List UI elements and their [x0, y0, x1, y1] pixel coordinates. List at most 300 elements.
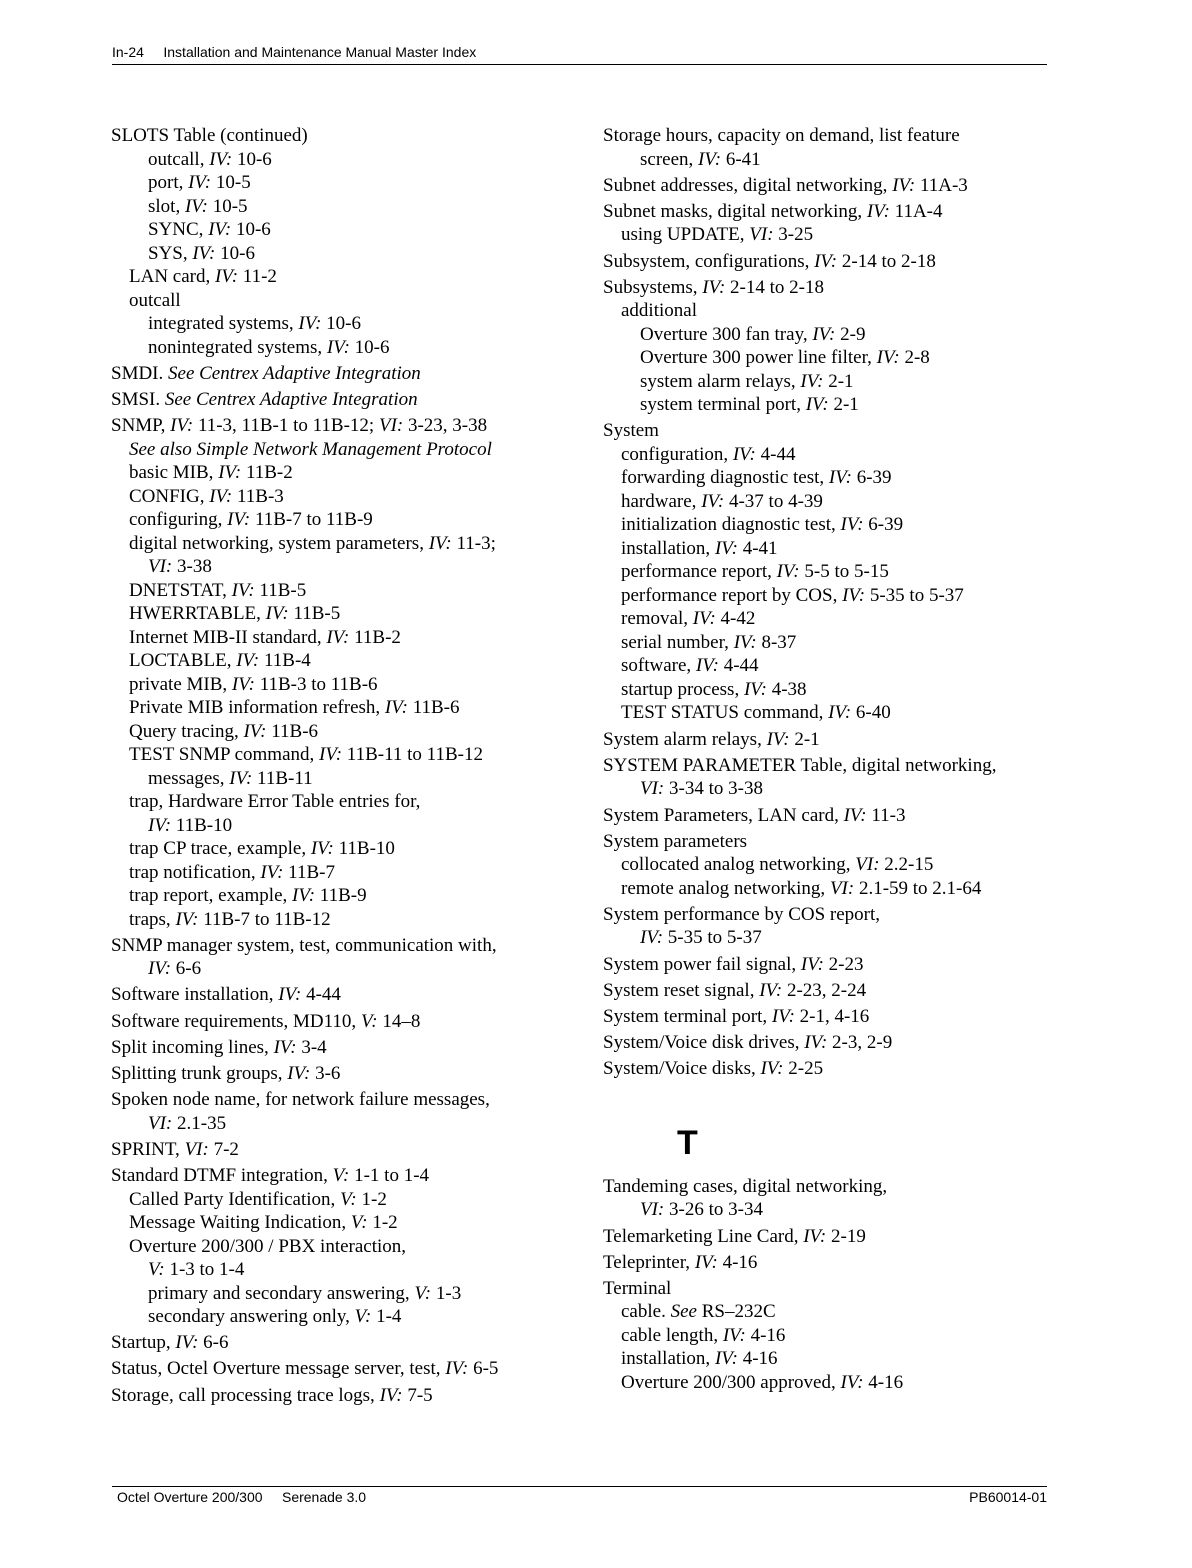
index-entry [111, 1062, 561, 1086]
entry-text: 4-16 [863, 1371, 904, 1393]
index-entry [603, 1277, 1043, 1301]
entry-text: SNMP, [111, 415, 171, 437]
entry-text: installation, [621, 537, 715, 559]
entry-text: startup process, [621, 678, 744, 700]
volume-ref: IV: [170, 415, 194, 437]
entry-text: CONFIG, [129, 485, 210, 507]
entry-text: 10-6 [215, 242, 255, 264]
see-reference: See Centrex Adaptive Integration [164, 388, 418, 410]
entry-text: forwarding diagnostic test, [621, 467, 829, 489]
index-subentry [603, 148, 1043, 172]
volume-ref: IV: [828, 467, 852, 489]
index-subentry [111, 673, 561, 697]
volume-ref: IV: [776, 561, 800, 583]
volume-ref: IV: [287, 1063, 311, 1084]
volume-ref: VI: [640, 778, 665, 800]
volume-ref: IV: [743, 678, 767, 700]
entry-text: 11B-11 [252, 767, 313, 789]
entry-text: 11B-10 [171, 814, 233, 836]
index-subentry [111, 195, 561, 219]
entry-text: 10-6 [349, 336, 390, 358]
index-subentry [603, 701, 1043, 725]
entry-text: 4-16 [717, 1251, 758, 1273]
volume-ref: VI: [378, 415, 404, 437]
entry-text: System reset signal, [603, 979, 760, 1001]
see-reference: See Centrex Adaptive Integration [168, 362, 421, 384]
entry-text: 2.1-59 to 2.1-64 [854, 877, 982, 899]
entry-text: 6-40 [851, 702, 891, 724]
page-number: In-24 [112, 44, 144, 60]
volume-ref: IV: [843, 804, 867, 826]
index-entry [603, 250, 1043, 274]
entry-text: Software requirements, MD110, [111, 1010, 361, 1032]
index-subentry [603, 466, 1043, 490]
index-entry [111, 983, 561, 1007]
entry-text: Standard DTMF integration, [111, 1165, 333, 1187]
entry-text: 4-37 to 4-39 [724, 490, 823, 512]
entry-text: Teleprinter, [603, 1251, 695, 1273]
manual-title: Installation and Maintenance Manual Master Index [163, 44, 477, 60]
entry-text: SPRINT, [111, 1138, 185, 1160]
volume-ref: IV: [278, 984, 302, 1006]
index-subentry [111, 1282, 561, 1306]
volume-ref: V: [350, 1212, 368, 1234]
index-entry [603, 728, 1043, 752]
volume-ref: V: [354, 1306, 372, 1328]
entry-text: 10-6 [321, 313, 361, 334]
entry-text: Subsystem, configurations, [603, 250, 815, 272]
volume-ref: IV: [229, 767, 253, 789]
entry-text: System terminal port, [603, 1005, 772, 1027]
entry-text: secondary answering only, [148, 1306, 355, 1328]
index-subentry [603, 853, 1043, 877]
entry-text: DNETSTAT, [129, 579, 232, 601]
entry-text: 3-34 to 3-38 [664, 778, 763, 800]
volume-ref: IV: [260, 861, 284, 883]
index-entry [111, 1384, 561, 1408]
volume-ref: IV: [208, 219, 232, 240]
entry-text: 2-14 to 2-18 [837, 250, 936, 272]
index-subentry [603, 1198, 1043, 1222]
entry-text: 3-26 to 3-34 [664, 1199, 763, 1221]
footer-rule [112, 1486, 1047, 1487]
entry-text: 3-38 [172, 556, 212, 578]
index-subentry [111, 884, 561, 908]
volume-ref: VI: [855, 854, 880, 876]
entry-text: 2-23, 2-24 [782, 979, 867, 1001]
index-subentry [603, 654, 1043, 678]
index-subentry [111, 312, 561, 336]
entry-text: RS–232C [696, 1301, 776, 1323]
volume-ref: IV: [694, 1251, 718, 1273]
index-subentry [111, 579, 561, 603]
index-entry [603, 200, 1043, 224]
entry-text: 11B-7 to 11B-12 [198, 908, 331, 930]
entry-text: LOCTABLE, [129, 650, 237, 672]
volume-ref: VI: [640, 1199, 665, 1221]
index-subentry [111, 1258, 561, 1282]
section-letter: T [677, 1123, 698, 1162]
index-column-left [111, 124, 561, 1407]
index-subentry [603, 299, 1043, 323]
index-subentry [603, 537, 1043, 561]
entry-text: SLOTS Table (continued) [111, 125, 308, 146]
volume-ref: IV: [445, 1358, 469, 1380]
entry-text: 11B-10 [333, 838, 395, 860]
entry-text: 2-3, 2-9 [827, 1032, 893, 1054]
entry-text: SMDI. [111, 362, 169, 384]
entry-text: SYNC, [148, 219, 209, 240]
entry-text: 11B-11 to 11B-12 [342, 744, 483, 766]
index-subentry [111, 957, 561, 981]
entry-text: 11-2 [238, 266, 277, 287]
entry-text: nonintegrated systems, [148, 336, 327, 358]
volume-ref: IV: [722, 1324, 746, 1346]
entry-text: 6-5 [468, 1358, 499, 1380]
volume-ref: IV: [236, 650, 260, 672]
entry-text: 11B-7 to 11B-9 [250, 509, 373, 531]
index-subentry [603, 323, 1043, 347]
volume-ref: IV: [326, 626, 350, 648]
entry-text: Telemarketing Line Card, [603, 1225, 804, 1247]
volume-ref: IV: [292, 885, 316, 907]
entry-text: 2.2-15 [879, 854, 934, 876]
index-subentry [111, 1305, 561, 1329]
index-subentry [111, 438, 561, 462]
index-subentry [111, 265, 561, 289]
volume-ref: IV: [227, 509, 251, 531]
entry-text: 2-1, 4-16 [794, 1005, 870, 1027]
volume-ref: IV: [840, 514, 864, 536]
entry-text: 4-38 [766, 678, 807, 700]
entry-text: 11B-4 [259, 650, 311, 672]
entry-text: 10-6 [232, 148, 272, 170]
entry-text: SYS, [148, 242, 193, 264]
volume-ref: IV: [698, 148, 722, 170]
entry-text: 1-2 [367, 1212, 398, 1234]
index-entry [111, 1088, 561, 1112]
entry-text: Terminal [603, 1277, 672, 1299]
volume-ref: IV: [892, 174, 916, 196]
entry-text: 2-1 [828, 394, 859, 416]
index-entry [603, 1175, 1043, 1199]
index-subentry [603, 631, 1043, 655]
entry-text: 5-5 to 5-15 [799, 561, 889, 583]
entry-text: 4-44 [755, 443, 796, 465]
volume-ref: IV: [805, 394, 829, 416]
entry-text: trap CP trace, example, [129, 838, 311, 860]
entry-text: serial number, [621, 631, 734, 653]
index-entry [603, 1225, 1043, 1249]
entry-text: 10-6 [231, 219, 271, 240]
index-subentry [603, 1300, 1043, 1324]
volume-ref: IV: [804, 1032, 828, 1054]
entry-text: 3-23, 3-38 [403, 415, 488, 437]
volume-ref: IV: [209, 148, 233, 170]
index-subentry [603, 1347, 1043, 1371]
index-entry [603, 124, 1043, 148]
volume-ref: IV: [231, 579, 255, 601]
volume-ref: VI: [148, 556, 173, 578]
index-subentry [111, 148, 561, 172]
index-subentry [603, 926, 1043, 950]
entry-text: System parameters [603, 830, 748, 852]
entry-text: Startup, [111, 1332, 176, 1354]
entry-text: Status, Octel Overture message server, test, [111, 1358, 446, 1380]
entry-text: system alarm relays, [640, 370, 801, 392]
entry-text: 11-3, 11B-1 to 11B-12; [193, 415, 379, 437]
index-subentry [111, 790, 561, 814]
volume-ref: IV: [379, 1384, 403, 1406]
volume-ref: IV: [866, 200, 890, 222]
index-subentry [111, 555, 561, 579]
index-entry [603, 1031, 1043, 1055]
volume-ref: IV: [188, 172, 212, 193]
index-subentry [603, 560, 1043, 584]
index-subentry [111, 626, 561, 650]
index-subentry [111, 696, 561, 720]
volume-ref: IV: [714, 1348, 738, 1370]
entry-text: additional [621, 300, 697, 322]
volume-ref: IV: [814, 250, 838, 272]
index-subentry [603, 346, 1043, 370]
entry-text: 3-25 [773, 224, 814, 246]
entry-text: Query tracing, [129, 720, 244, 742]
entry-text: 11B-9 [315, 885, 367, 907]
entry-text: System performance by COS report, [603, 903, 881, 925]
volume-ref: IV: [428, 532, 452, 554]
volume-ref: IV: [800, 370, 824, 392]
entry-text: SNMP manager system, test, communication with, [111, 934, 497, 956]
index-entry [111, 1010, 561, 1034]
entry-text: integrated systems, [148, 313, 299, 334]
entry-text: 6-6 [171, 958, 202, 980]
entry-text: Internet MIB-II standard, [129, 626, 327, 648]
entry-text: 2-25 [783, 1058, 824, 1080]
index-entry [603, 1251, 1043, 1275]
volume-ref: IV: [842, 584, 866, 606]
entry-text: System Parameters, LAN card, [603, 804, 844, 826]
release-name: Serenade 3.0 [281, 1489, 367, 1505]
index-entry [111, 362, 561, 386]
entry-text: 2.1-35 [172, 1112, 227, 1134]
index-subentry [603, 1371, 1043, 1395]
entry-text: TEST SNMP command, [129, 744, 320, 766]
entry-text: System/Voice disk drives, [603, 1032, 805, 1054]
entry-text: Message Waiting Indication, [129, 1212, 351, 1234]
volume-ref: IV: [812, 323, 836, 345]
entry-text: messages, [148, 767, 230, 789]
entry-text: 1-3 [431, 1282, 462, 1304]
entry-text: Tandeming cases, digital networking, [603, 1175, 888, 1197]
index-subentry [111, 767, 561, 791]
volume-ref: V: [148, 1259, 165, 1281]
entry-text: digital networking, system parameters, [129, 532, 429, 554]
entry-text: Split incoming lines, [111, 1036, 274, 1058]
volume-ref: IV: [771, 1005, 795, 1027]
volume-ref: IV: [766, 728, 790, 750]
entry-text: traps, [129, 908, 176, 930]
entry-text: SMSI. [111, 388, 165, 410]
entry-text: software, [621, 655, 696, 677]
entry-text: Storage hours, capacity on demand, list feature [603, 125, 960, 146]
entry-text: 2-1 [789, 728, 820, 750]
volume-ref: IV: [298, 313, 322, 334]
entry-text: 1-3 to 1-4 [164, 1259, 245, 1281]
entry-text: System [603, 420, 659, 442]
entry-text: Called Party Identification, [129, 1188, 341, 1210]
entry-text: TEST STATUS command, [621, 702, 829, 724]
entry-text: 11B-5 [288, 603, 341, 625]
entry-text: 4-44 [301, 984, 341, 1006]
volume-ref: IV: [273, 1036, 297, 1058]
volume-ref: VI: [148, 1112, 173, 1134]
volume-ref: V: [414, 1282, 432, 1304]
volume-ref: IV: [192, 242, 216, 264]
volume-ref: IV: [209, 485, 233, 507]
entry-text: Private MIB information refresh, [129, 697, 385, 719]
index-subentry [111, 461, 561, 485]
volume-ref: IV: [876, 347, 900, 369]
index-subentry [603, 513, 1043, 537]
see-reference: See also Simple Network Management Protocol [129, 438, 492, 460]
entry-text: 10-5 [207, 195, 248, 217]
entry-text: 1-4 [371, 1306, 402, 1328]
entry-text: Splitting trunk groups, [111, 1063, 288, 1084]
index-entry [111, 1164, 561, 1188]
index-subentry [603, 1324, 1043, 1348]
index-column-right [603, 124, 1043, 1394]
volume-ref: IV: [692, 608, 716, 630]
entry-text: 8-37 [756, 631, 797, 653]
entry-text: 6-39 [863, 514, 904, 536]
volume-ref: IV: [218, 462, 242, 484]
volume-ref: IV: [148, 958, 172, 980]
volume-ref: VI: [829, 877, 855, 899]
index-entry [111, 1138, 561, 1162]
entry-text: cable length, [621, 1324, 723, 1346]
entry-text: 6-6 [198, 1332, 229, 1354]
entry-text: Spoken node name, for network failure messages, [111, 1089, 490, 1111]
index-subentry [111, 532, 561, 556]
index-entry [603, 1057, 1043, 1081]
index-subentry [111, 508, 561, 532]
entry-text: Storage, call processing trace logs, [111, 1384, 380, 1406]
index-subentry [111, 289, 561, 313]
entry-text: configuration, [621, 443, 733, 465]
entry-text: 11B-2 [241, 462, 293, 484]
index-entry [111, 934, 561, 958]
entry-text: SYSTEM PARAMETER Table, digital networking, [603, 754, 997, 776]
volume-ref: IV: [265, 603, 289, 625]
entry-text: 11B-3 [232, 485, 284, 507]
entry-text: 2-23 [823, 953, 864, 975]
volume-ref: IV: [840, 1371, 864, 1393]
entry-text: 4-42 [715, 608, 756, 630]
entry-text: 11B-2 [349, 626, 401, 648]
entry-text: Overture 200/300 approved, [621, 1371, 841, 1393]
entry-text: collocated analog networking, [621, 854, 856, 876]
volume-ref: IV: [714, 537, 738, 559]
index-subentry [603, 678, 1043, 702]
entry-text: 14–8 [377, 1010, 421, 1032]
entry-text: 11B-6 [266, 720, 319, 742]
volume-ref: VI: [749, 224, 774, 246]
page-header [112, 44, 476, 60]
index-entry [603, 174, 1043, 198]
see-reference: See [670, 1301, 697, 1323]
entry-text: 4-41 [737, 537, 778, 559]
entry-text: Overture 300 power line filter, [640, 347, 877, 369]
header-rule [112, 64, 1047, 65]
volume-ref: IV: [702, 276, 726, 298]
entry-text: 11-3; [451, 532, 496, 554]
index-entry [111, 1036, 561, 1060]
index-entry [111, 124, 561, 148]
entry-text: 3-4 [296, 1036, 327, 1058]
entry-text: removal, [621, 608, 693, 630]
volume-ref: IV: [175, 1332, 199, 1354]
entry-text: 4-16 [745, 1324, 786, 1346]
entry-text: slot, [148, 195, 185, 217]
entry-text: System power fail signal, [603, 953, 801, 975]
entry-text: 10-5 [211, 172, 251, 193]
index-subentry [603, 777, 1043, 801]
entry-text: HWERRTABLE, [129, 603, 266, 625]
entry-text: Subsystems, [603, 276, 703, 298]
volume-ref: IV: [175, 908, 199, 930]
entry-text: 7-5 [402, 1384, 433, 1406]
entry-text: initialization diagnostic test, [621, 514, 841, 536]
volume-ref: IV: [215, 266, 239, 287]
entry-text: configuring, [129, 509, 228, 531]
volume-ref: IV: [384, 697, 408, 719]
entry-text: 5-35 to 5-37 [865, 584, 964, 606]
entry-text: 5-35 to 5-37 [663, 927, 762, 949]
volume-ref: IV: [828, 702, 852, 724]
index-subentry [603, 877, 1043, 901]
entry-text: 6-39 [851, 467, 892, 489]
index-subentry [111, 242, 561, 266]
volume-ref: IV: [760, 1058, 784, 1080]
document-number: PB60014-01 [969, 1489, 1047, 1505]
index-entry [603, 953, 1043, 977]
entry-text: 7-2 [208, 1138, 239, 1160]
entry-text: Software installation, [111, 984, 279, 1006]
index-subentry [111, 649, 561, 673]
index-subentry [111, 720, 561, 744]
volume-ref: IV: [803, 1225, 827, 1247]
entry-text: 1-2 [356, 1188, 387, 1210]
volume-ref: IV: [310, 838, 334, 860]
entry-text: LAN card, [129, 266, 215, 287]
volume-ref: IV: [759, 979, 783, 1001]
volume-ref: IV: [695, 655, 719, 677]
entry-text: using UPDATE, [621, 224, 750, 246]
index-subentry [111, 1188, 561, 1212]
volume-ref: VI: [184, 1138, 209, 1160]
entry-text: Subnet masks, digital networking, [603, 200, 867, 222]
index-entry [603, 1005, 1043, 1029]
entry-text: remote analog networking, [621, 877, 830, 899]
entry-text: performance report by COS, [621, 584, 843, 606]
entry-text: 3-6 [310, 1063, 341, 1084]
entry-text: trap notification, [129, 861, 261, 883]
entry-text: 11B-6 [407, 697, 460, 719]
entry-text: trap report, example, [129, 885, 293, 907]
index-subentry [603, 370, 1043, 394]
index-entry [603, 830, 1043, 854]
